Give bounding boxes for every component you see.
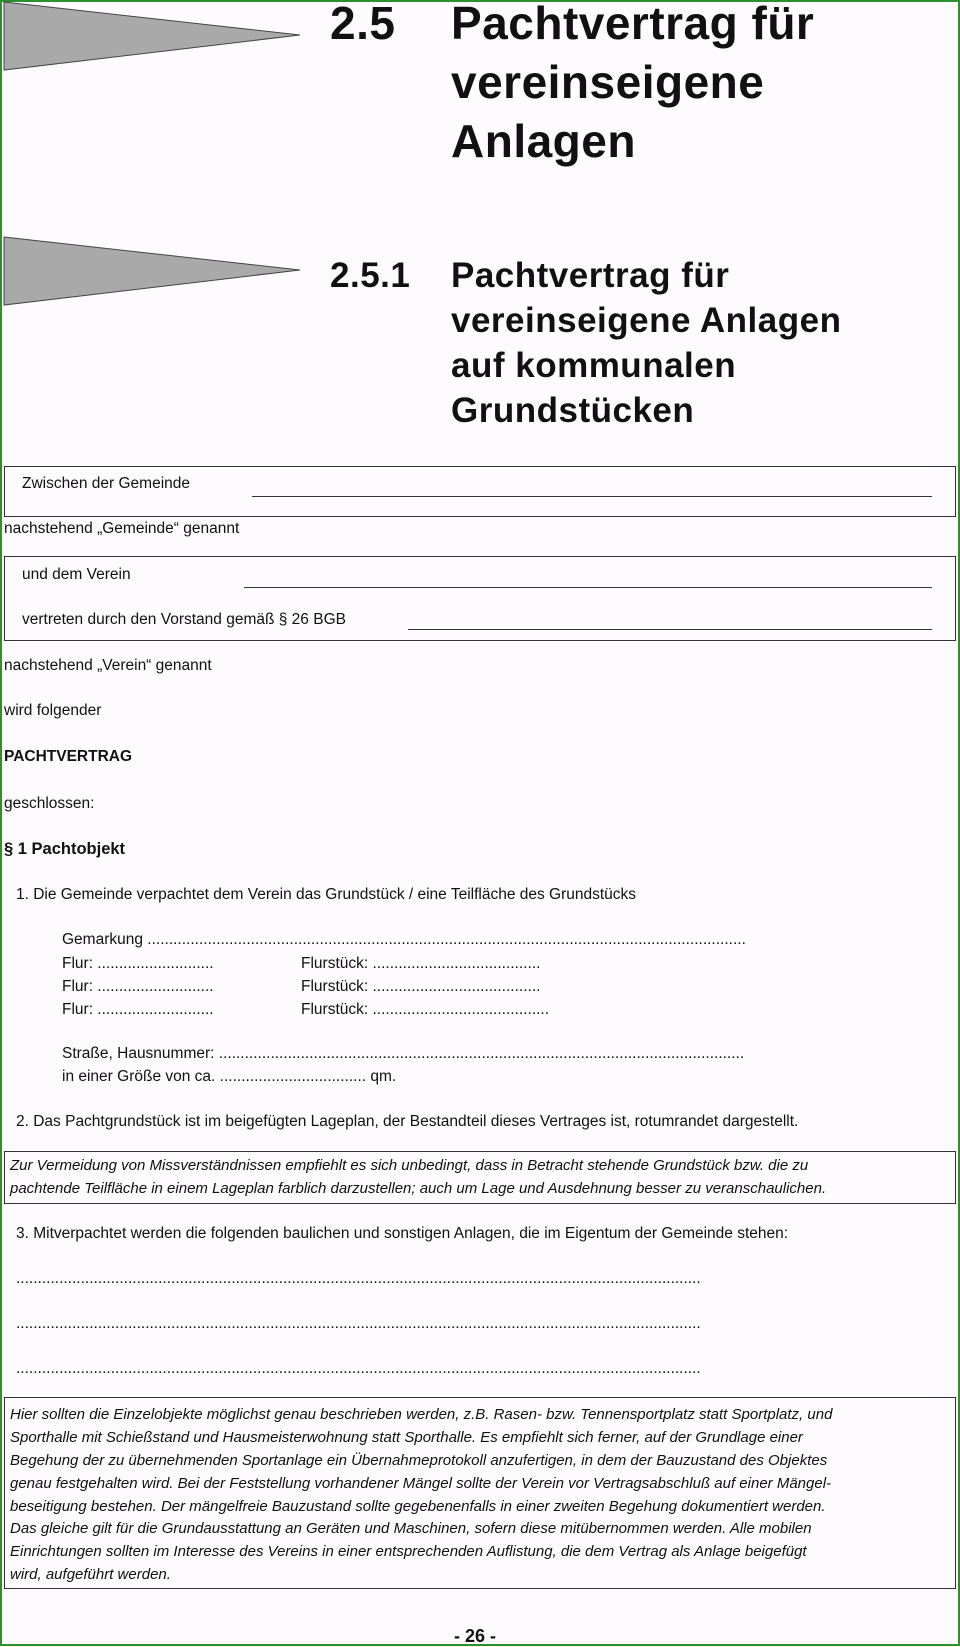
note2-line-2: Sporthalle mit Schießstand und Hausmeisterwohnung statt Sporthalle. Es empfiehlt sich ferner, auf der Grundlage einer (10, 1429, 803, 1446)
note2-line-6: Das gleiche gilt für die Grundausstattung an Geräten und Maschinen, sofern diese mitübernommen werden. Alle mobilen (10, 1520, 812, 1537)
gemeinde-label: Zwischen der Gemeinde (22, 475, 190, 492)
flurstueck-field-2[interactable]: Flurstück: ....................................... (301, 978, 541, 995)
section1-heading: § 1 Pachtobjekt (4, 840, 126, 858)
heading1-title-line-2: vereinseigene (451, 56, 765, 108)
gemeinde-input-line[interactable] (252, 496, 932, 497)
heading2-title-line-4: Grundstücken (451, 391, 695, 430)
section1-item2: 2. Das Pachtgrundstück ist im beigefügten Lageplan, der Bestandteil dieses Vertrages ist, rotumrandet dargestellt. (16, 1113, 799, 1130)
verein-suffix: nachstehend „Verein“ genannt (4, 657, 212, 674)
gemeinde-suffix: nachstehend „Gemeinde“ genannt (4, 520, 240, 537)
flur-field-2[interactable]: Flur: ........................... (62, 978, 214, 995)
heading2-number: 2.5.1 (330, 256, 411, 295)
flur-field-3[interactable]: Flur: ........................... (62, 1001, 214, 1018)
note2-line-8: wird, aufgeführt werden. (10, 1566, 171, 1583)
heading2-title-line-2: vereinseigene Anlagen (451, 301, 842, 340)
flurstueck-field-1[interactable]: Flurstück: ....................................... (301, 955, 541, 972)
heading1-title-line-1: Pachtvertrag für (451, 0, 815, 49)
groesse-field[interactable]: in einer Größe von ca. .................................. qm. (62, 1068, 397, 1085)
heading2-wedge-icon (4, 237, 300, 305)
strasse-field[interactable]: Straße, Hausnummer: .......................................................................................................................... (62, 1045, 745, 1062)
note2-line-4: genau festgehalten wird. Bei der Feststellung vorhandener Mängel sollte der Verein vor Vertragsabschluß auf einer Mängel- (10, 1475, 832, 1492)
geschlossen: geschlossen: (4, 795, 95, 812)
contract-type: PACHTVERTRAG (4, 748, 133, 765)
note1-line-2: pachtende Teilfläche in einem Lageplan farblich darzustellen; auch um Lage und Ausdehnung besser zu veranschaulichen. (10, 1180, 827, 1197)
anlagen-line-3[interactable]: ............................................................................................................................................................... (16, 1360, 701, 1377)
section1-item1: 1. Die Gemeinde verpachtet dem Verein das Grundstück / eine Teilfläche des Grundstücks (16, 886, 637, 903)
heading2-title-line-3: auf kommunalen (451, 346, 737, 385)
heading2-title-line-1: Pachtvertrag für (451, 256, 730, 295)
anlagen-line-2[interactable]: ............................................................................................................................................................... (16, 1315, 701, 1332)
gemarkung-field[interactable]: Gemarkung ........................................................................................................................................... (62, 931, 746, 948)
heading1-wedge-icon (4, 2, 300, 70)
verein-input-line[interactable] (244, 587, 932, 588)
vorstand-input-line[interactable] (408, 629, 932, 630)
note2-line-1: Hier sollten die Einzelobjekte möglichst genau beschrieben werden, z.B. Rasen- bzw. Tennensportplatz statt Sportplatz, und (10, 1406, 833, 1423)
flurstueck-field-3[interactable]: Flurstück: ......................................... (301, 1001, 550, 1018)
note1-line-1: Zur Vermeidung von Missverständnissen empfiehlt es sich unbedingt, dass in Betracht stehende Grundstück bzw. die zu (10, 1157, 809, 1174)
wird-folgender: wird folgender (4, 702, 102, 719)
note2-line-5: beseitigung bestehen. Der mängelfreie Bauzustand sollte gegebenenfalls in einer zweiten Begehung dokumentiert werden. (10, 1498, 826, 1515)
vorstand-label: vertreten durch den Vorstand gemäß § 26 BGB (22, 611, 346, 628)
heading1-title-line-3: Anlagen (451, 115, 636, 167)
flur-field-1[interactable]: Flur: ........................... (62, 955, 214, 972)
note2-line-7: Einrichtungen sollten im Interesse des Vereins in einer entsprechenden Auflistung, die dem Vertrag als Anlage beigefügt (10, 1543, 807, 1560)
header-wedges (0, 0, 310, 310)
section1-item3: 3. Mitverpachtet werden die folgenden baulichen und sonstigen Anlagen, die im Eigentum der Gemeinde stehen: (16, 1225, 789, 1242)
page-number: - 26 - (454, 1626, 497, 1646)
anlagen-line-1[interactable]: ............................................................................................................................................................... (16, 1270, 701, 1287)
note2-line-3: Begehung der zu übernehmenden Sportanlage ein Übernahmeprotokoll anzufertigen, in dem der Bauzustand des Objektes (10, 1452, 828, 1469)
heading1-number: 2.5 (330, 0, 396, 49)
verein-label: und dem Verein (22, 566, 131, 583)
